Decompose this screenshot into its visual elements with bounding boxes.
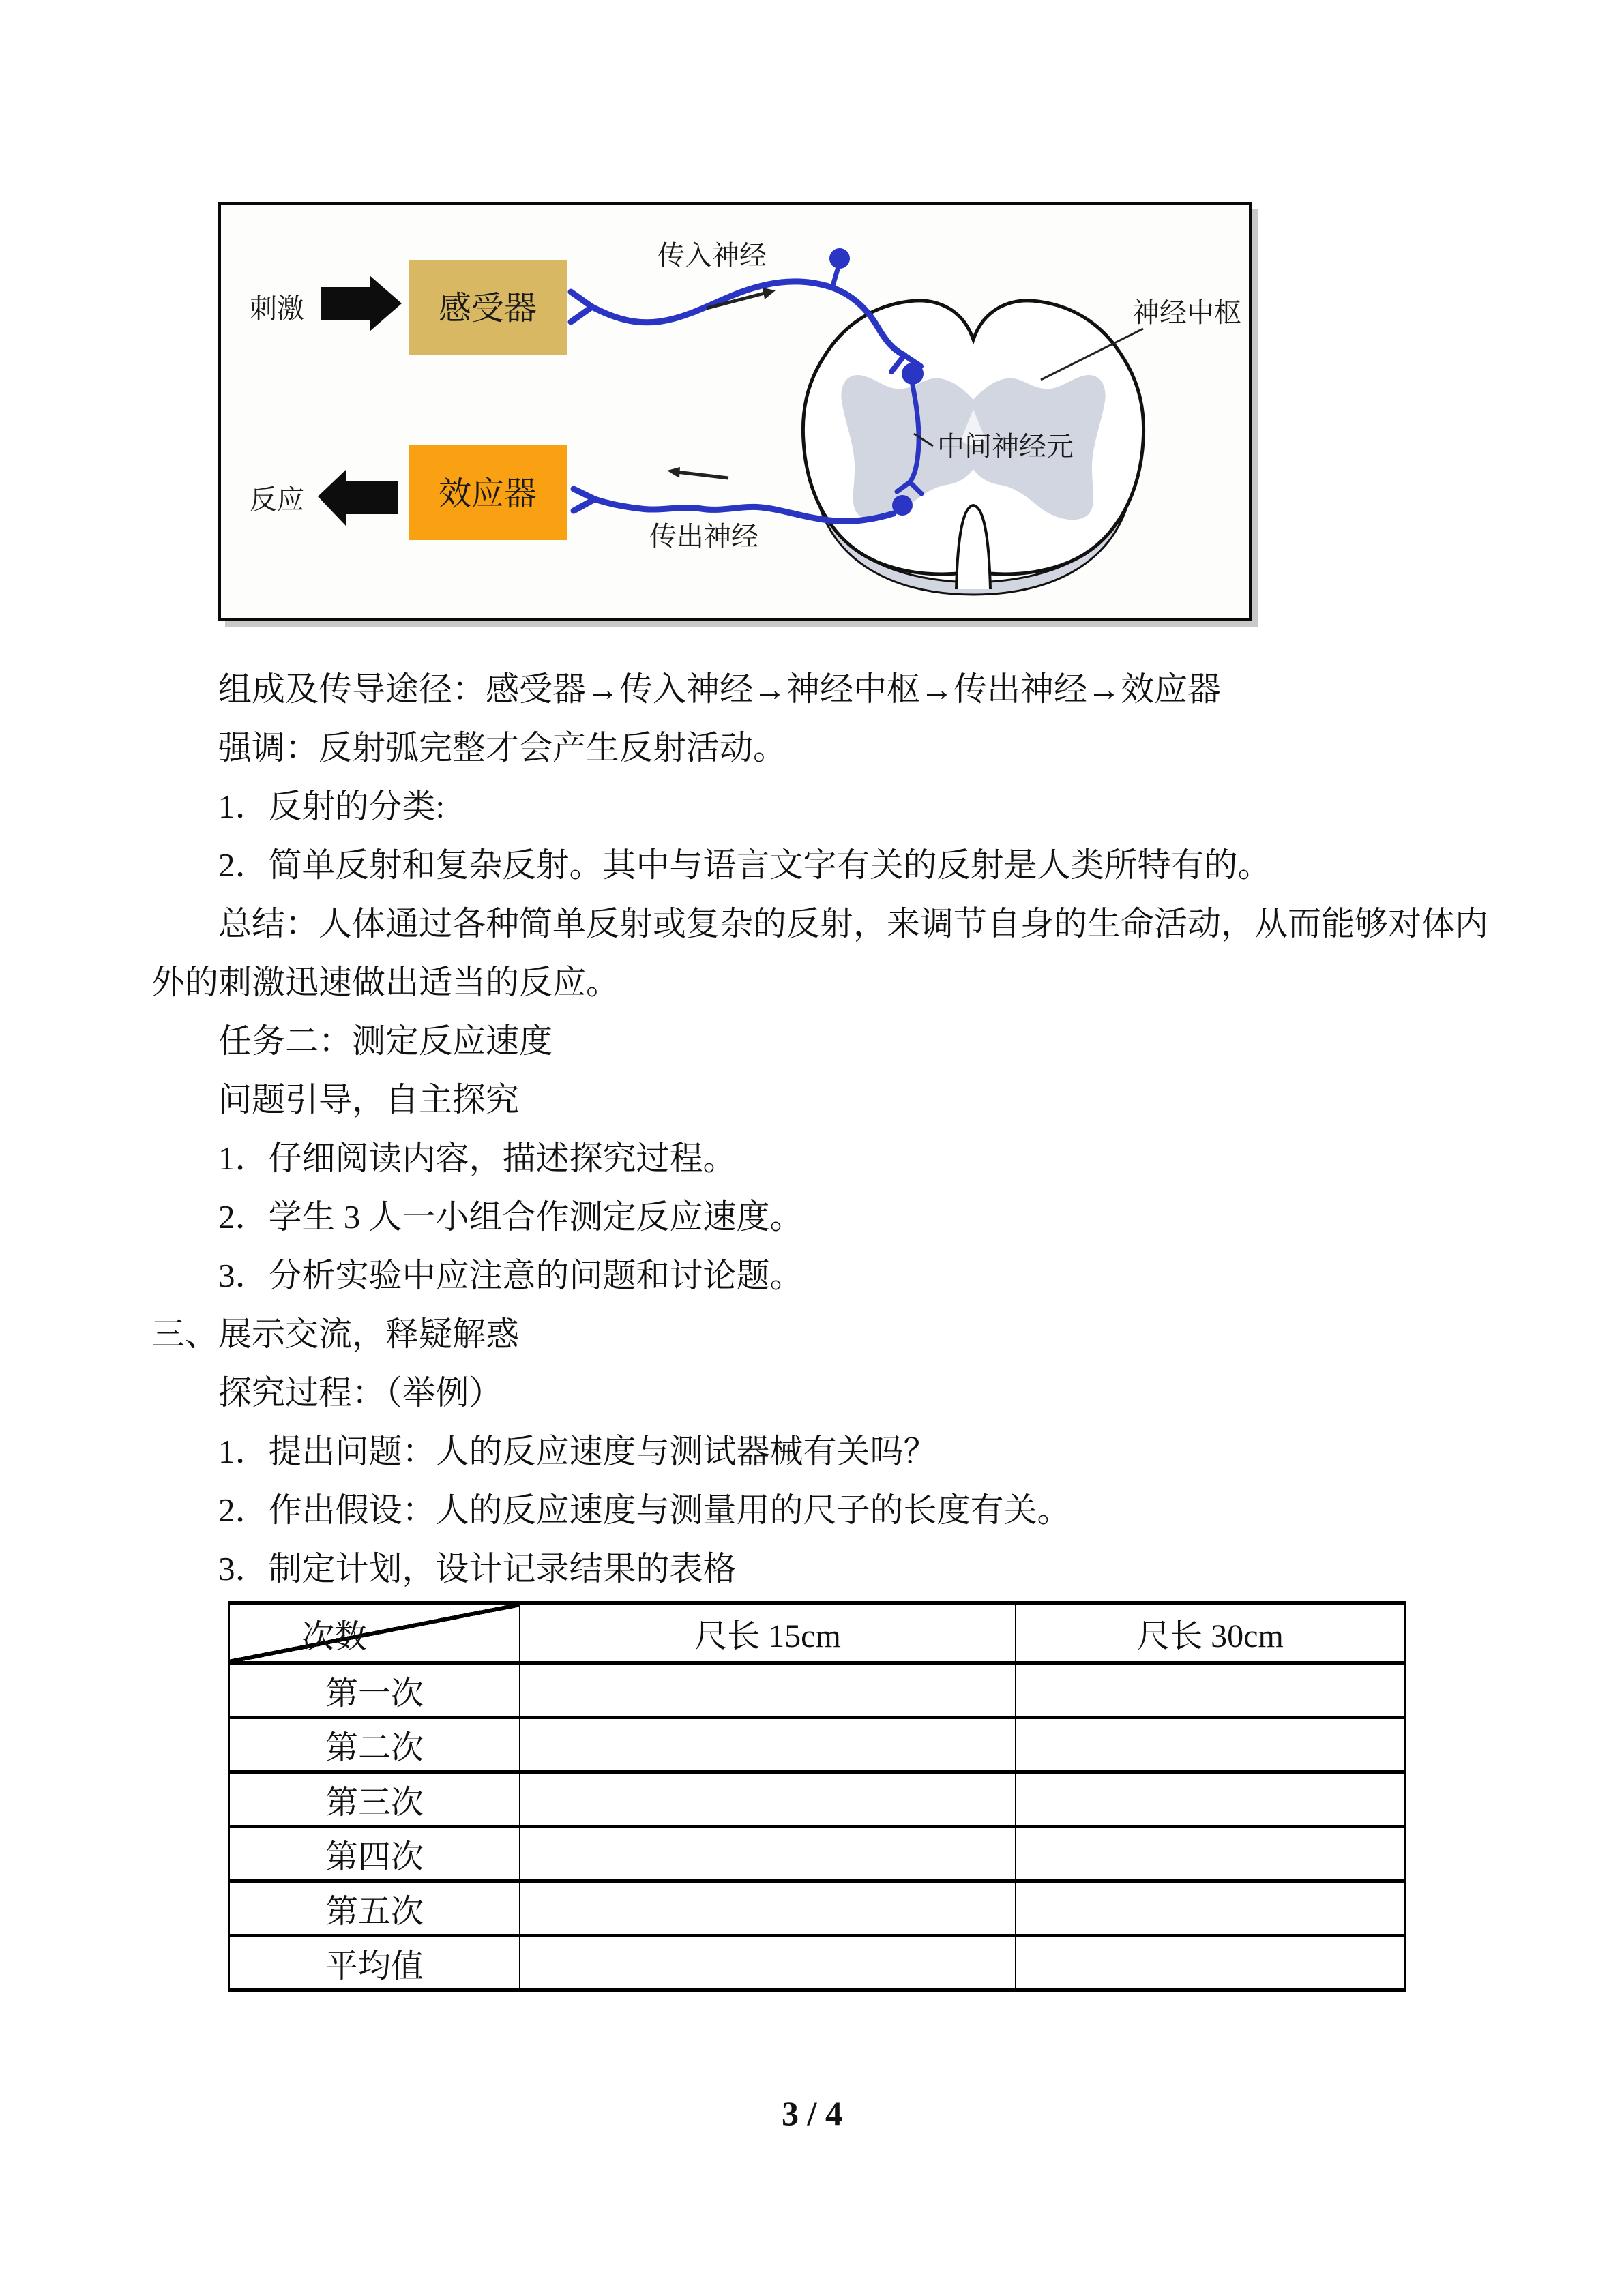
table-row	[229, 1881, 1405, 1936]
row-label: 第五次	[229, 1881, 520, 1936]
results-table	[228, 1601, 1406, 1992]
summary-line-2: 外的刺激迅速做出适当的反应。	[151, 964, 620, 1001]
response-label: 反应	[250, 485, 304, 515]
response-arrow-icon	[318, 470, 398, 526]
row-label: 第一次	[229, 1663, 520, 1718]
value-cell	[1016, 1772, 1405, 1827]
paragraph-item: 3．分析实验中应注意的问题和讨论题。	[218, 1257, 803, 1294]
table-row	[229, 1663, 1405, 1718]
interneuron-body	[902, 363, 924, 385]
stimulus-label: 刺激	[250, 294, 304, 324]
table-row	[229, 1772, 1405, 1827]
paragraph-pathway: 组成及传导途径：感受器→传入神经→神经中枢→传出神经→效应器	[218, 670, 1222, 708]
value-cell	[1016, 1936, 1405, 1991]
section-heading-three: 三、展示交流，释疑解惑	[151, 1315, 520, 1353]
table-row	[229, 1827, 1405, 1881]
afferent-nerve-label: 传入神经	[658, 241, 767, 271]
paragraph-item: 1．提出问题：人的反应速度与测试器械有关吗？	[218, 1433, 937, 1470]
paragraph-item: 2．学生 3 人一小组合作测定反应速度。	[218, 1198, 803, 1236]
value-cell	[1016, 1663, 1405, 1718]
paragraph-item: 1．反射的分类:	[218, 788, 445, 825]
receptor-label: 感受器	[438, 290, 537, 327]
value-cell	[520, 1663, 1016, 1718]
paragraph-guide: 问题引导，自主探究	[218, 1081, 520, 1118]
table-row	[229, 1936, 1405, 1991]
paragraph-summary	[151, 895, 1517, 1012]
table-header-row	[229, 1603, 1405, 1663]
efferent-nerve-label: 传出神经	[649, 522, 758, 552]
row-label: 平均值	[229, 1936, 520, 1991]
value-cell	[520, 1881, 1016, 1936]
paragraph-process: 探究过程：（举例）	[218, 1374, 503, 1412]
value-cell	[1016, 1827, 1405, 1881]
body-text	[151, 660, 1517, 1598]
sensory-neuron-body	[829, 248, 850, 269]
paragraph-task2: 任务二：测定反应速度	[218, 1022, 553, 1060]
value-cell	[1016, 1718, 1405, 1772]
reflex-arc-diagram	[221, 205, 1249, 618]
nerve-center-label: 神经中枢	[1132, 298, 1241, 328]
column-header-ruler-15: 尺长 15cm	[520, 1603, 1016, 1663]
table-corner-cell	[229, 1603, 520, 1663]
paragraph-item: 2．简单反射和复杂反射。其中与语言文字有关的反射是人类所特有的。	[218, 846, 1271, 884]
summary-line-1: 总结：人体通过各种简单反射或复杂的反射，来调节自身的生命活动，从而能够对体内	[218, 905, 1489, 942]
effector-label: 效应器	[438, 476, 537, 512]
value-cell	[520, 1718, 1016, 1772]
value-cell	[520, 1827, 1016, 1881]
row-label: 第二次	[229, 1718, 520, 1772]
interneuron-label: 中间神经元	[937, 432, 1074, 462]
page-number: 3 / 4	[782, 2094, 842, 2132]
value-cell	[520, 1936, 1016, 1991]
reflex-arc-diagram-frame	[218, 202, 1252, 621]
corner-cell-label: 次数	[301, 1619, 368, 1655]
motor-neuron-body	[892, 495, 913, 516]
stimulus-arrow-icon	[321, 275, 402, 331]
row-label: 第三次	[229, 1772, 520, 1827]
value-cell	[1016, 1881, 1405, 1936]
paragraph-item: 1．仔细阅读内容，描述探究过程。	[218, 1139, 737, 1177]
table-row	[229, 1718, 1405, 1772]
paragraph-item: 3．制定计划，设计记录结果的表格	[218, 1550, 737, 1587]
column-header-ruler-30: 尺长 30cm	[1016, 1603, 1405, 1663]
paragraph-emphasis: 强调：反射弧完整才会产生反射活动。	[218, 729, 787, 766]
value-cell	[520, 1772, 1016, 1827]
paragraph-item: 2．作出假设：人的反应速度与测量用的尺子的长度有关。	[218, 1491, 1071, 1529]
row-label: 第四次	[229, 1827, 520, 1881]
